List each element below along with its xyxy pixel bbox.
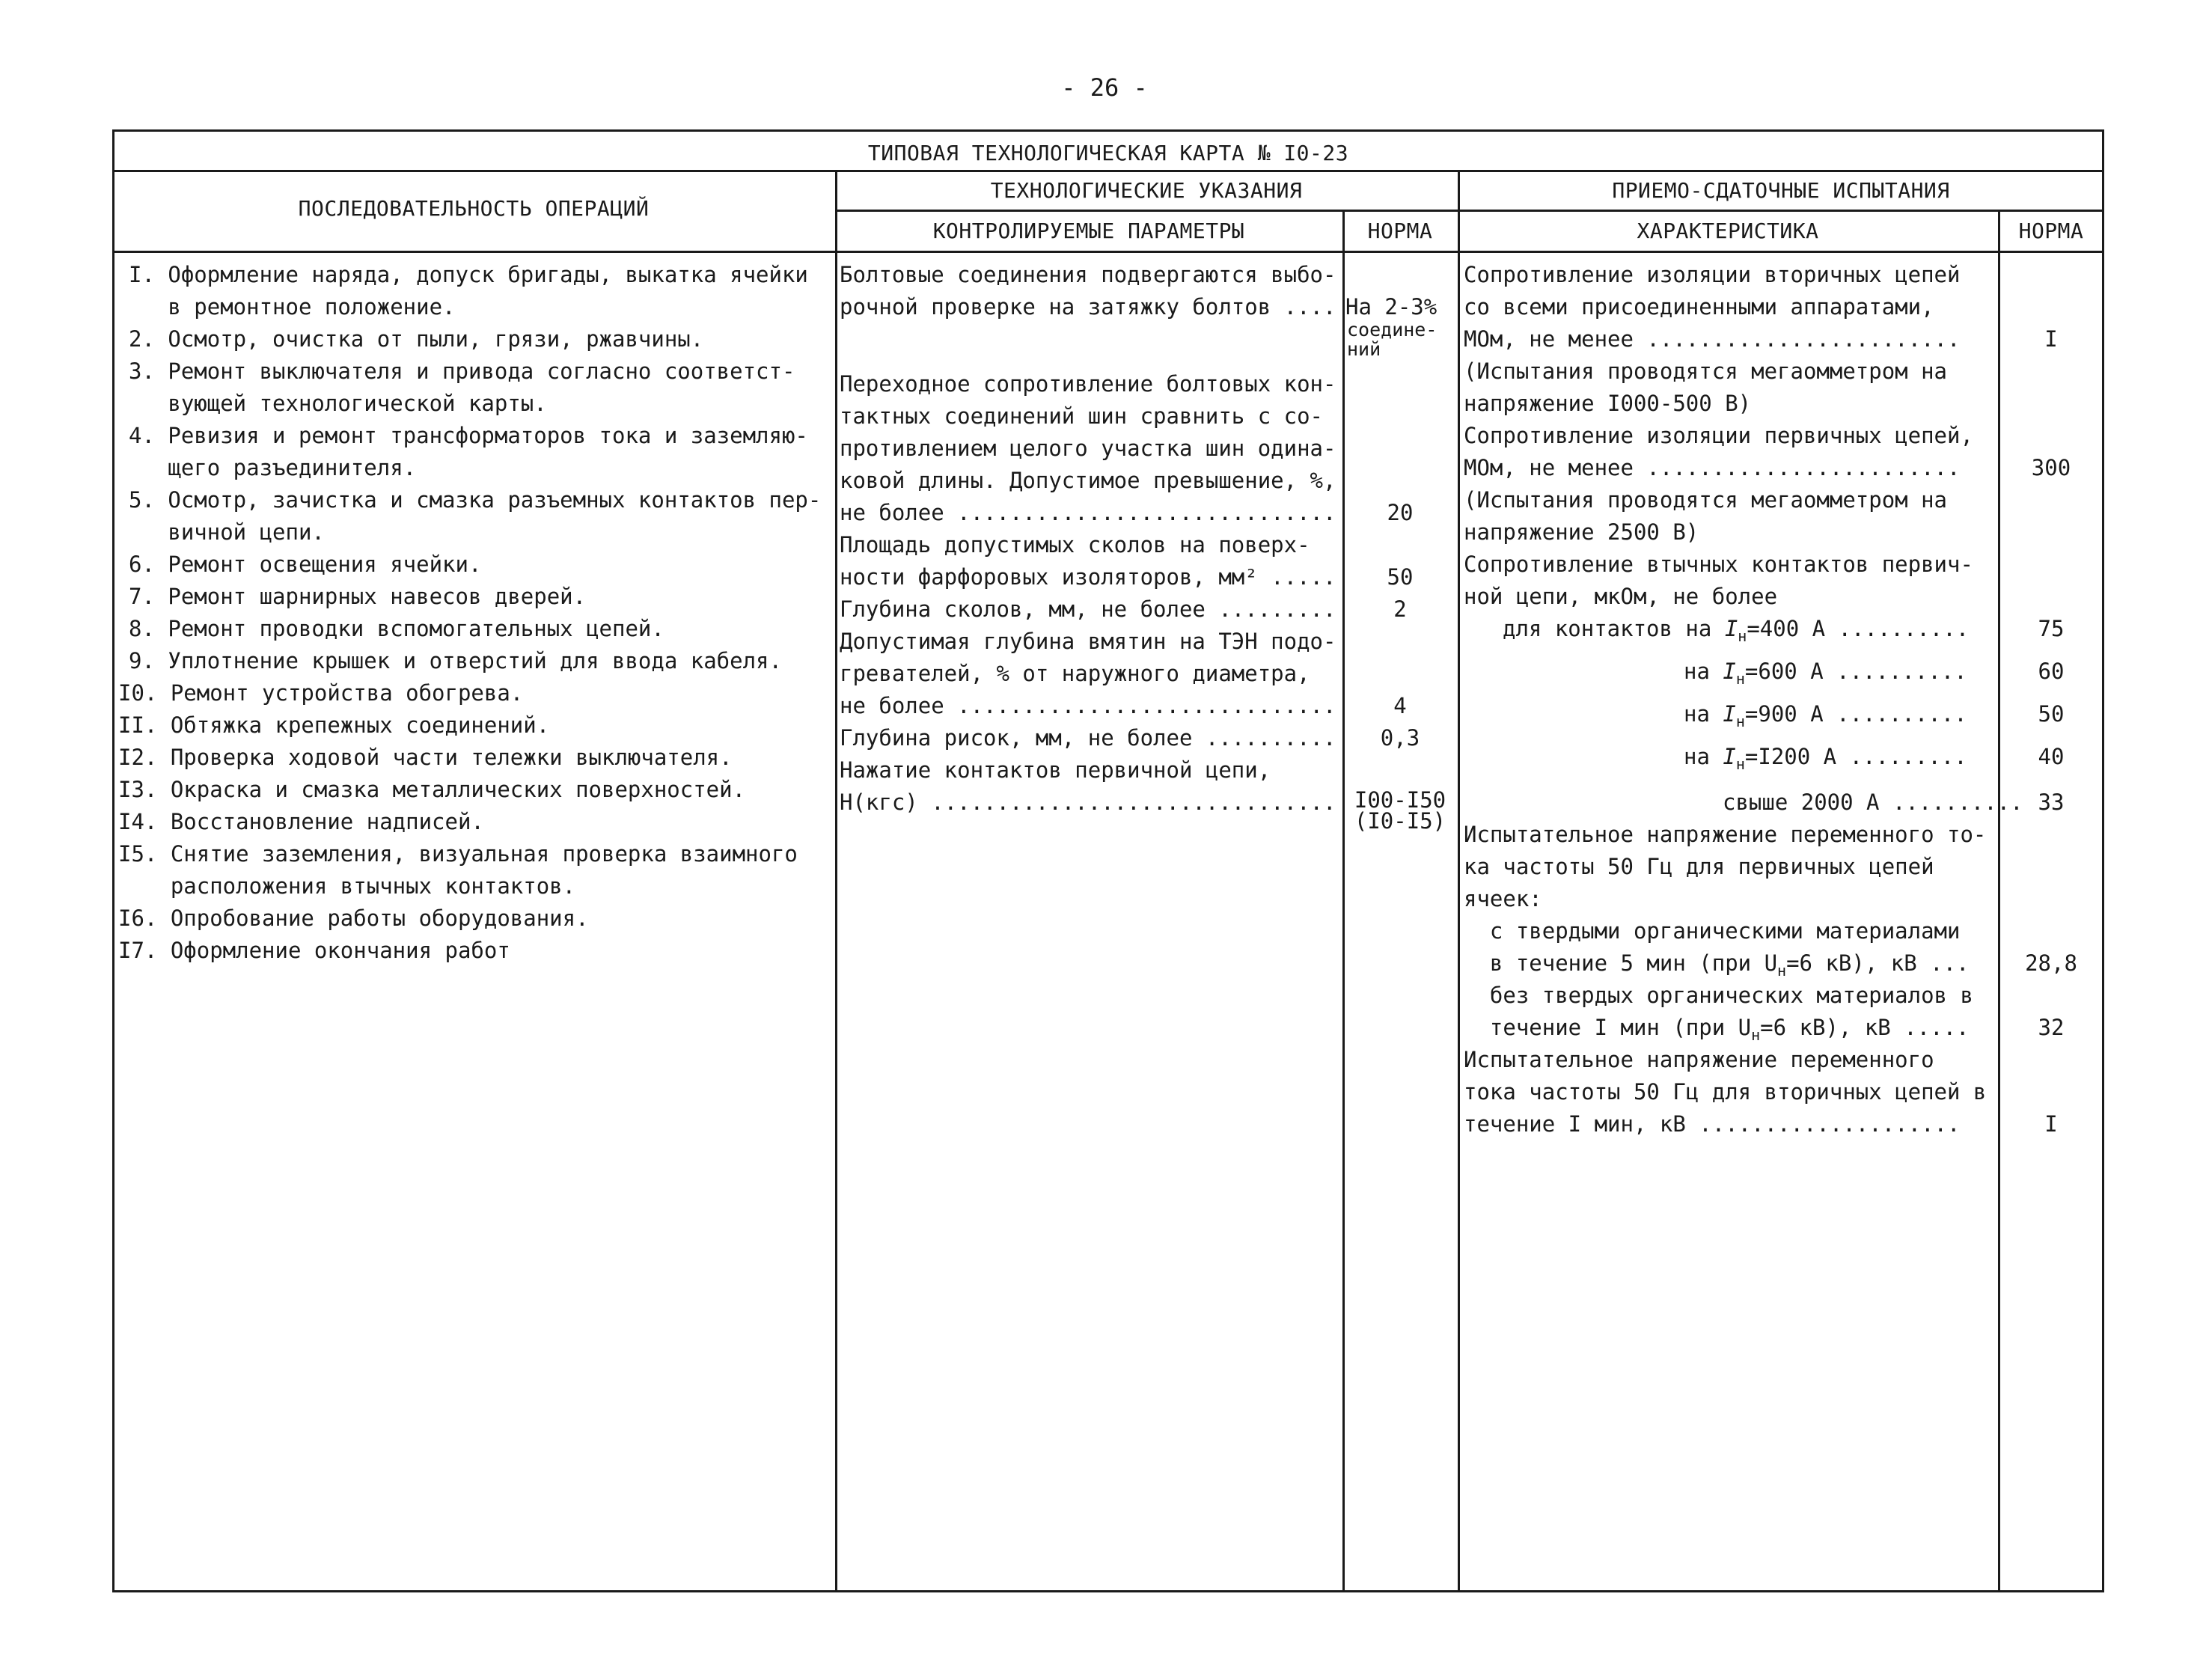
current-symbol: I xyxy=(1723,744,1736,769)
contact-label: на xyxy=(1684,659,1710,684)
norm-pressure-n: I00-I50 xyxy=(1354,787,1446,813)
divider-accept-norm xyxy=(1998,210,2000,1592)
param-line: Площадь допустимых сколов на поверх- xyxy=(840,532,1310,558)
operation-line: 5. Осмотр, зачистка и смазка разъемных контактов пер- xyxy=(129,487,822,513)
voltage-suffix: =6 кВ), кВ ..... xyxy=(1760,1015,1970,1040)
param-line: Глубина сколов, мм, не более ......... xyxy=(840,596,1336,622)
param-line: противлением целого участка шин одина- xyxy=(840,436,1336,461)
norm-contact-400: 75 xyxy=(2038,616,2065,641)
voltage-text: течение I мин (при U xyxy=(1464,1015,1752,1040)
param-line: не более ............................. xyxy=(840,500,1336,525)
accept-line: МОм, не менее ........................ xyxy=(1464,326,1961,352)
operation-line: I5. Снятие заземления, визуальная проверка взаимного xyxy=(118,841,798,867)
current-symbol: I xyxy=(1723,701,1736,727)
current-subscript: н xyxy=(1735,754,1745,773)
rule-under-group-headers xyxy=(835,210,2104,212)
contact-value: =I200 А ......... xyxy=(1744,744,1967,769)
contact-row-2000: свыше 2000 А .......... xyxy=(1723,789,2023,815)
param-line: Нажатие контактов первичной цепи, xyxy=(840,757,1271,783)
accept-line: течение I мин, кВ .................... xyxy=(1464,1111,1961,1137)
current-subscript: н xyxy=(1735,712,1745,730)
accept-line: без твердых органических материалов в xyxy=(1464,983,1973,1008)
header-acceptance-tests: ПРИЕМО-СДАТОЧНЫЕ ИСПЫТАНИЯ xyxy=(1612,178,1950,203)
current-symbol: I xyxy=(1723,659,1736,684)
voltage-subscript: н xyxy=(1777,961,1787,980)
accept-line: Сопротивление изоляции вторичных цепей xyxy=(1464,262,1961,287)
contact-value: =400 А .......... xyxy=(1747,616,1970,641)
operation-line: вующей технологической карты. xyxy=(129,391,547,416)
norm-resistance-excess: 20 xyxy=(1387,500,1414,525)
accept-line: Сопротивление втычных контактов первич- xyxy=(1464,552,1973,577)
contact-label: на xyxy=(1684,744,1710,769)
operation-line: I. Оформление наряда, допуск бригады, выкатка ячейки xyxy=(129,262,808,287)
norm-voltage-secondary: I xyxy=(2044,1111,2058,1137)
header-norm-tech: НОРМА xyxy=(1367,219,1433,243)
param-line: Допустимая глубина вмятин на ТЭН подо- xyxy=(840,629,1336,654)
param-line: ковой длины. Допустимое превышение, %, xyxy=(840,468,1336,493)
param-line: Болтовые соединения подвергаются выбо- xyxy=(840,262,1336,287)
accept-line: напряжение I000-500 В) xyxy=(1464,391,1752,416)
operation-line: 8. Ремонт проводки вспомогательных цепей. xyxy=(129,616,664,641)
accept-line: Испытательное напряжение переменного то- xyxy=(1464,822,1987,847)
norm-pressure-kgf: (I0-I5) xyxy=(1354,808,1446,834)
contact-row-900 xyxy=(1684,698,1967,738)
divider-operations xyxy=(835,170,837,1592)
card-title: ТИПОВАЯ ТЕХНОЛОГИЧЕСКАЯ КАРТА № I0-23 xyxy=(867,141,1349,165)
current-subscript: н xyxy=(1735,669,1745,688)
voltage-suffix: =6 кВ), кВ ... xyxy=(1786,950,1970,976)
norm-chip-area: 50 xyxy=(1387,564,1414,590)
accept-line: ячеек: xyxy=(1464,886,1542,911)
norm-secondary-insulation: I xyxy=(2044,326,2058,352)
norm-scratch-depth: 0,3 xyxy=(1380,725,1420,751)
norm-contact-900: 50 xyxy=(2038,701,2065,727)
param-line: Н(кгс) ............................... xyxy=(840,789,1336,815)
norm-voltage-organic: 28,8 xyxy=(2025,950,2077,976)
operation-line: I4. Восстановление надписей. xyxy=(118,809,484,834)
operation-line: I7. Оформление окончания работ xyxy=(118,938,510,963)
operation-line: 3. Ремонт выключателя и привода согласно соответст- xyxy=(129,358,795,384)
operation-line: 4. Ревизия и ремонт трансформаторов тока и заземляю- xyxy=(129,423,808,448)
param-line: Переходное сопротивление болтовых кон- xyxy=(840,371,1336,397)
norm-contact-600: 60 xyxy=(2038,659,2065,684)
operation-line: I6. Опробование работы оборудования. xyxy=(118,905,589,931)
norm-contact-1200: 40 xyxy=(2038,744,2065,769)
operation-line: 9. Уплотнение крышек и отверстий для ввода кабеля. xyxy=(129,648,782,673)
accept-line: МОм, не менее ........................ xyxy=(1464,455,1961,480)
accept-line: (Испытания проводятся мегаомметром на xyxy=(1464,487,1948,513)
header-norm-accept: НОРМА xyxy=(2018,219,2084,243)
operation-line: II. Обтяжка крепежных соединений. xyxy=(118,712,550,738)
norm-voltage-no-organic: 32 xyxy=(2038,1015,2065,1040)
operation-line: I0. Ремонт устройства обогрева. xyxy=(118,680,524,706)
operation-line: 7. Ремонт шарнирных навесов дверей. xyxy=(129,584,587,609)
voltage-subscript: н xyxy=(1751,1025,1761,1044)
contact-row-400 xyxy=(1503,613,1969,653)
param-line: тактных соединений шин сравнить с со- xyxy=(840,403,1324,429)
page-number: - 26 - xyxy=(1061,73,1148,102)
contact-label: для контактов на xyxy=(1503,616,1712,641)
accept-line: ной цепи, мкОм, не более xyxy=(1464,584,1778,609)
param-line: не более ............................. xyxy=(840,693,1336,718)
operation-line: I3. Окраска и смазка металлических поверхностей. xyxy=(118,777,746,802)
param-line: ности фарфоровых изоляторов, мм² ..... xyxy=(840,564,1336,590)
contact-value: =900 А .......... xyxy=(1744,701,1967,727)
operation-line: вичной цепи. xyxy=(129,519,325,545)
divider-tech-norm xyxy=(1342,210,1345,1592)
accept-line: (Испытания проводятся мегаомметром на xyxy=(1464,358,1948,384)
divider-acceptance xyxy=(1458,170,1460,1592)
operation-line: в ремонтное положение. xyxy=(129,294,456,320)
operation-line: I2. Проверка ходовой части тележки выключателя. xyxy=(118,745,733,770)
operation-line: 6. Ремонт освещения ячейки. xyxy=(129,552,482,577)
contact-row-600 xyxy=(1684,656,1967,695)
current-symbol: I xyxy=(1724,616,1738,641)
contact-row-1200 xyxy=(1684,741,1967,781)
rule-under-column-headers xyxy=(112,251,2104,253)
norm-primary-insulation: 300 xyxy=(2031,455,2071,480)
current-subscript: н xyxy=(1738,626,1747,645)
param-line: Глубина рисок, мм, не более .......... xyxy=(840,725,1336,751)
norm-bolts-line1: На 2-3% xyxy=(1345,294,1437,320)
contact-label: на xyxy=(1684,701,1710,727)
param-line: рочной проверке на затяжку болтов .... xyxy=(840,294,1336,320)
accept-line: Испытательное напряжение переменного xyxy=(1464,1047,1934,1072)
accept-line: напряжение 2500 В) xyxy=(1464,519,1699,545)
header-controlled-params: КОНТРОЛИРУЕМЫЕ ПАРАМЕТРЫ xyxy=(932,219,1245,243)
operation-line: щего разъединителя. xyxy=(129,455,417,480)
norm-dent-depth: 4 xyxy=(1393,693,1407,718)
accept-line: со всеми присоединенными аппаратами, xyxy=(1464,294,1934,320)
norm-bolts-line2: соедине- xyxy=(1347,319,1437,340)
norm-bolts-line3: ний xyxy=(1347,338,1381,360)
rule-under-title xyxy=(112,170,2104,172)
header-operations: ПОСЛЕДОВАТЕЛЬНОСТЬ ОПЕРАЦИЙ xyxy=(298,196,650,221)
norm-contact-2000: 33 xyxy=(2038,789,2065,815)
accept-line: ка частоты 50 Гц для первичных цепей xyxy=(1464,854,1934,879)
header-tech-instructions: ТЕХНОЛОГИЧЕСКИЕ УКАЗАНИЯ xyxy=(990,178,1303,203)
contact-value: =600 А .......... xyxy=(1744,659,1967,684)
accept-line: с твердыми органическими материалами xyxy=(1464,918,1961,944)
param-line: гревателей, % от наружного диаметра, xyxy=(840,661,1310,686)
operation-line: 2. Осмотр, очистка от пыли, грязи, ржавчины. xyxy=(129,326,704,352)
operation-line: расположения втычных контактов. xyxy=(118,873,576,899)
norm-chip-depth: 2 xyxy=(1393,596,1407,622)
voltage-text: в течение 5 мин (при U xyxy=(1464,950,1778,976)
accept-line: Сопротивление изоляции первичных цепей, xyxy=(1464,423,1973,448)
header-characteristic: ХАРАКТЕРИСТИКА xyxy=(1637,219,1819,243)
accept-line: тока частоты 50 Гц для вторичных цепей в xyxy=(1464,1079,1987,1105)
